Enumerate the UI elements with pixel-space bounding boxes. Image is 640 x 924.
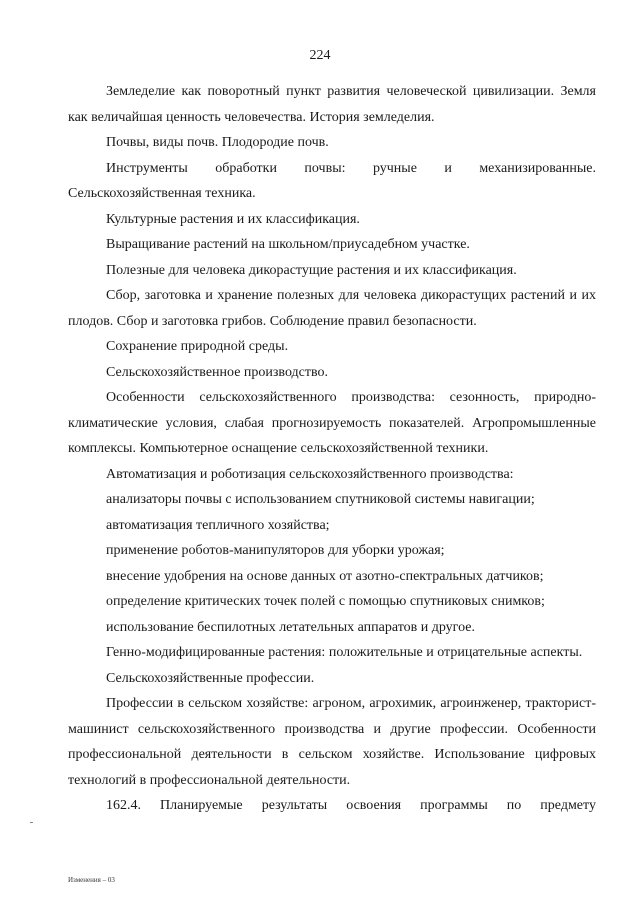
paragraph: Земледелие как поворотный пункт развития человеческой цивилизации. Земля как величайшая ценность человечества. История земледелия. — [68, 84, 596, 125]
paragraph: Сбор, заготовка и хранение полезных для человека дикорастущих растений и их плодов. Сбор и заготовка грибов. Соблюдение правил безопасности. — [68, 288, 596, 329]
paragraph: Почвы, виды почв. Плодородие почв. — [106, 135, 329, 150]
section-number: 162.4. — [106, 798, 141, 813]
paragraph: Профессии в сельском хозяйстве: агроном, агрохимик, агроинженер, тракторист-машинист сельскохозяйственного производства и другие профессии. Особенности профессиональной деятельности в сельском хозяйстве. Использование цифровых технологий в профессиональной деятельности. — [68, 696, 596, 788]
paragraph: Сельскохозяйственные профессии. — [106, 670, 315, 686]
list-item: автоматизация тепличного хозяйства; — [106, 517, 330, 533]
paragraph: Автоматизация и роботизация сельскохозяйственного производства: — [106, 466, 514, 482]
document-body — [68, 79, 596, 819]
paragraph: Культурные растения и их классификация. — [106, 211, 360, 227]
paragraph: Инструменты обработки почвы: ручные и механизированные. Сельскохозяйственная техника. — [68, 160, 596, 201]
paragraph: Выращивание растений на школьном/приусадебном участке. — [106, 237, 470, 252]
list-item: применение роботов-манипуляторов для уборки урожая; — [106, 543, 445, 558]
section-word: программы — [420, 798, 488, 813]
margin-mark — [30, 822, 33, 823]
list-item: анализаторы почвы с использованием спутниковой системы навигации; — [106, 492, 535, 507]
section-word: предмету — [540, 798, 596, 813]
section-word: освоения — [346, 798, 402, 813]
list-item: использование беспилотных летательных аппаратов и другое. — [106, 619, 475, 635]
paragraph: Полезные для человека дикорастущие растения и их классификация. — [106, 262, 517, 278]
section-word: по — [506, 798, 522, 813]
section-heading-line — [68, 793, 596, 819]
list-item: определение критических точек полей с помощью спутниковых снимков; — [106, 594, 545, 609]
footer-revision: Изменения – 03 — [68, 876, 115, 884]
list-item: внесение удобрения на основе данных от азотно-спектральных датчиков; — [106, 568, 544, 584]
section-word: Планируемые — [160, 798, 243, 813]
paragraph: Сельскохозяйственное производство. — [106, 364, 329, 380]
section-word: результаты — [261, 798, 328, 813]
paragraph: Особенности сельскохозяйственного производства: сезонность, природно-климатические условия, слабая прогнозируемость показателей. Агропромышленные комплексы. Компьютерное оснащение сельскохозяйственной техники. — [68, 390, 596, 456]
paragraph: Генно-модифицированные растения: положительные и отрицательные аспекты. — [106, 645, 583, 660]
paragraph: Сохранение природной среды. — [106, 339, 289, 354]
page-number: 224 — [309, 48, 331, 63]
